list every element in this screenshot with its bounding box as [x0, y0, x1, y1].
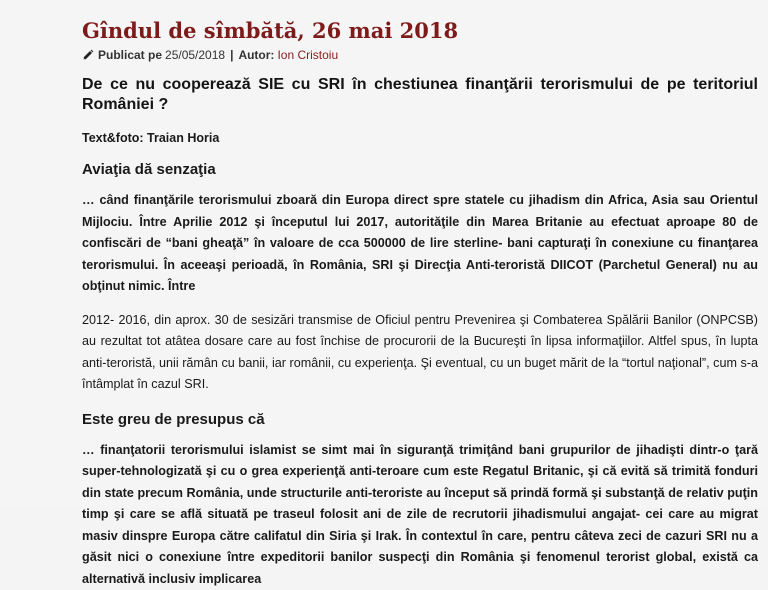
article-meta: [82, 47, 758, 63]
published-date: 25/05/2018: [165, 47, 225, 63]
published-label: Publicat pe: [98, 47, 162, 63]
meta-separator: |: [230, 47, 233, 63]
section-1-paragraph-1: … când finanţările terorismului zboară din Europa direct spre statele cu jihadism din Africa, Asia sau Orientul Mijlociu. Între Aprilie 2012 şi începutul lui 2017, autorităţile din Marea Britanie au efectuat aproape 80 de confiscări de “bani gheaţă” în valoare de cca 500000 de lire sterline- bani capturaţi în conexiune cu finanţarea terorismului. În aceeaşi perioadă, în România, SRI şi Direcţia Anti-teroristă DIICOT (Parchetul General) nu au obţinut nimic. Între: [82, 190, 758, 298]
section-2-paragraph-1: … finanţatorii terorismului islamist se simt mai în siguranţă trimiţând bani grupurilor de jihadişti dintr-o ţară super-tehnologizată şi cu o grea experienţă anti-teroare cum este Regatul Britanic, şi că evită să trimită fonduri din state precum România, unde structurile anti-teroriste au început să prindă formă şi substanţă de relativ puţin timp şi care se află situată pe traseul folosit ani de zile de recrutorii jihadismului angajat- cei care au migrat masiv dinspre Europa către califatul din Siria şi Irak. În contextul în care, pentru câteva zeci de cazuri SRI nu a găsit nici o conexiune între expeditorii banilor suspecţi din România şi fenomenul terorist global, există ca alternativă inclusiv implicarea: [82, 440, 758, 590]
pencil-icon: [82, 49, 94, 61]
article-headline: De ce nu cooperează SIE cu SRI în chestiunea finanţării terorismului de pe teritoriul României ?: [82, 75, 758, 115]
section-1-paragraph-2: 2012- 2016, din aprox. 30 de sesizări transmise de Oficiul pentru Prevenirea şi Combaterea Spălării Banilor (ONPCSB) au rezultat tot atâtea dosare care au fost închise de procurorii de la Bucureşti în lipsa informaţiilor. Altfel spus, în lupta anti-teroristă, unii rămân cu banii, iar românii, cu experienţa. Şi eventual, cu un buget mărit de la “tortul naţional”, cum s-a întâmplat în cazul SRI.: [82, 310, 758, 396]
author-link[interactable]: Ion Cristoiu: [277, 47, 338, 63]
article-credit: Text&foto: Traian Horia: [82, 130, 758, 146]
section-subhead-1: Aviaţia dă senzaţia: [82, 160, 758, 180]
author-label: Autor:: [238, 47, 274, 63]
article-title: Gîndul de sîmbătă, 26 mai 2018: [82, 0, 758, 44]
section-subhead-2: Este greu de presupus că: [82, 410, 758, 430]
article-content: [82, 0, 758, 590]
